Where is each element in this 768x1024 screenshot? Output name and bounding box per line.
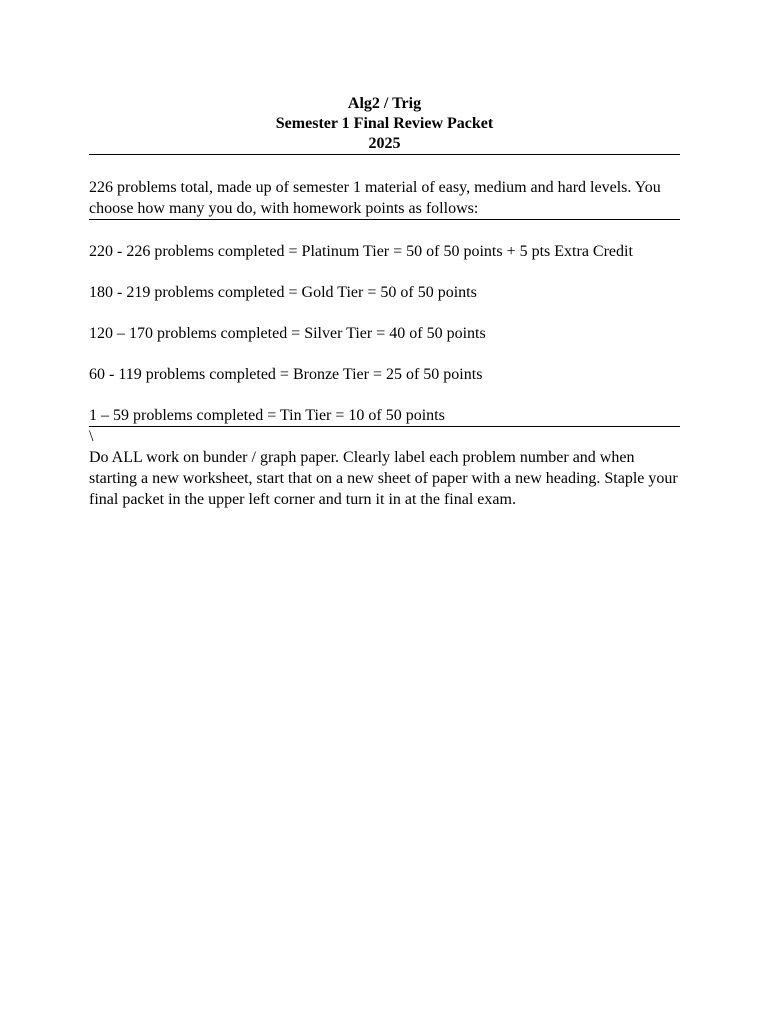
tier-silver: 120 – 170 problems completed = Silver Tier = 40 of 50 points bbox=[89, 325, 486, 342]
instructions-paragraph: Do ALL work on bunder / graph paper. Clearly label each problem number and when starting a new worksheet, start that on a new sheet of paper with a new heading. Staple your final packet in the upper left corner and turn it in at the final exam. bbox=[89, 449, 678, 508]
packet-year: 2025 bbox=[368, 135, 401, 152]
tier-platinum: 220 - 226 problems completed = Platinum Tier = 50 of 50 points + 5 pts Extra Credit bbox=[89, 243, 633, 260]
stray-backslash: \ bbox=[89, 428, 94, 445]
title-divider bbox=[89, 154, 680, 155]
course-title: Alg2 / Trig bbox=[347, 95, 422, 112]
document-page bbox=[89, 94, 680, 510]
tier-tin: 1 – 59 problems completed = Tin Tier = 10 of 50 points bbox=[89, 407, 445, 424]
intro-divider bbox=[89, 219, 680, 220]
packet-title: Semester 1 Final Review Packet bbox=[275, 115, 494, 132]
tier-bronze: 60 - 119 problems completed = Bronze Tier = 25 of 50 points bbox=[89, 366, 483, 383]
tier-gold: 180 - 219 problems completed = Gold Tier = 50 of 50 points bbox=[89, 284, 477, 301]
title-block bbox=[89, 94, 680, 154]
intro-paragraph: 226 problems total, made up of semester 1 material of easy, medium and hard levels. You choose how many you do, with homework points as follows: bbox=[89, 179, 661, 217]
